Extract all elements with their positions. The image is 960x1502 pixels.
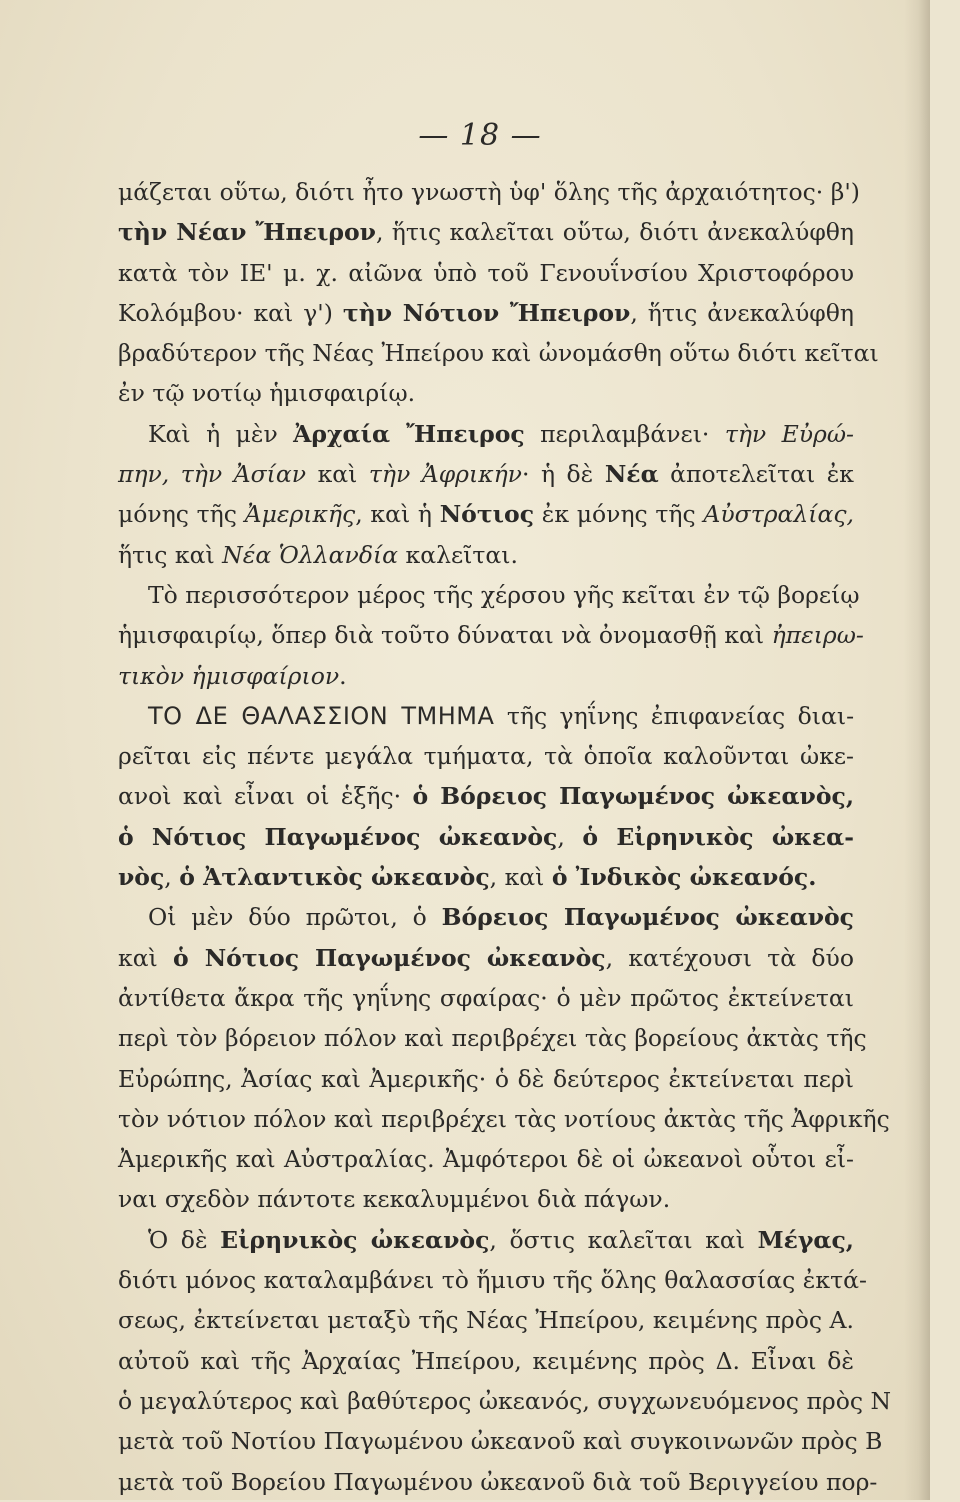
text-segment: μετὰ τοῦ Νοτίου Παγωμένου ὠκεανοῦ καὶ συγκοινωνῶν πρὸς Β xyxy=(118,1427,883,1456)
text-segment: μετὰ τοῦ Βορείου Παγωμένου ὠκεανοῦ διὰ τοῦ Βεριγγείου πορ- xyxy=(118,1467,878,1496)
text-line xyxy=(118,696,854,736)
text-line xyxy=(118,656,854,696)
text-segment: διότι μόνος καταλαμβάνει τὸ ἥμισυ τῆς ὅλης θαλασσίας ἐκτά- xyxy=(118,1266,867,1295)
bold-term: ὁ Νότιος Παγωμένος ὠκεανὸς xyxy=(173,943,606,972)
text-segment: καὶ xyxy=(306,460,369,489)
text-line xyxy=(118,293,854,333)
text-segment: , ἥτις καλεῖται οὕτω, διότι ἀνεκαλύφθη xyxy=(375,218,854,247)
italic-term: Νέα Ὁλλανδία xyxy=(222,540,399,569)
bold-term: Νέα xyxy=(604,460,659,489)
text-line xyxy=(118,575,860,615)
bold-term: νὸς xyxy=(118,863,165,892)
text-line xyxy=(118,817,854,857)
text-segment: καλεῖται. xyxy=(398,540,518,569)
text-segment: ναι σχεδὸν πάντοτε κεκαλυμμένοι διὰ πάγων. xyxy=(118,1185,671,1214)
text-line xyxy=(118,1260,867,1300)
text-segment: περιλαμβάνει· xyxy=(524,419,725,448)
text-segment: περὶ τὸν βόρειον πόλον καὶ περιβρέχει τὰς βορείους ἀκτὰς τῆς xyxy=(118,1024,867,1053)
bold-term: Ἀρχαία Ἤπειρος xyxy=(293,419,525,448)
text-segment: ἀντίθετα ἄκρα τῆς γηΐνης σφαίρας· ὁ μὲν πρῶτος ἐκτείνεται xyxy=(118,983,854,1012)
text-segment: , ἥτις ἀνεκαλύφθη xyxy=(630,298,854,327)
text-segment: , κατέχουσι τὰ δύο xyxy=(605,943,854,972)
text-line xyxy=(118,1139,854,1179)
text-line xyxy=(118,978,854,1018)
italic-term: τὴν Ἀφρικήν xyxy=(368,460,522,489)
text-segment: , ὅστις καλεῖται καὶ xyxy=(489,1225,758,1254)
text-segment: τῆς γηΐνης ἐπιφανείας διαι- xyxy=(494,701,855,730)
bold-term: τὴν Νέαν Ἤπειρον xyxy=(118,218,376,247)
text-line xyxy=(118,938,854,978)
text-line xyxy=(118,1059,854,1099)
text-segment: αὐτοῦ καὶ τῆς Ἀρχαίας Ἠπείρου, κειμένης πρὸς Δ. Εἶναι δὲ xyxy=(118,1346,854,1375)
text-segment: μάζεται οὕτω, διότι ἦτο γνωστὴ ὑφ' ὅλης τῆς ἀρχαιότητος· β') xyxy=(118,178,860,206)
text-line xyxy=(118,1179,854,1219)
text-segment: Ὁ δὲ xyxy=(148,1225,221,1254)
bold-term: Εἰρηνικὸς ὠκεανὸς xyxy=(220,1225,490,1254)
text-line xyxy=(118,1300,854,1340)
italic-term: τικὸν ἡμισφαίριον xyxy=(118,661,340,690)
text-line xyxy=(118,333,879,373)
text-segment: ἀποτελεῖται ἐκ xyxy=(658,460,854,489)
text-line xyxy=(118,1381,892,1421)
text-line xyxy=(118,615,864,655)
text-segment: ἐν τῷ νοτίῳ ἡμισφαιρίῳ. xyxy=(118,379,416,408)
bold-term: Μέγας, xyxy=(757,1225,854,1254)
text-line xyxy=(118,1099,890,1139)
text-line xyxy=(118,535,854,575)
text-line xyxy=(118,1220,854,1260)
text-line xyxy=(118,776,854,816)
text-segment: , xyxy=(557,822,583,851)
text-segment: Τὸ περισσότερον μέρος τῆς χέρσου γῆς κεῖται ἐν τῷ βορείῳ xyxy=(148,580,860,609)
bold-term: τὴν Νότιον Ἤπειρον xyxy=(342,298,631,327)
bold-term: Νότιος xyxy=(439,500,535,529)
text-segment: ὁ μεγαλύτερος καὶ βαθύτερος ὠκεανός, συγχωνευόμενος πρὸς Ν xyxy=(118,1386,892,1415)
italic-term: πην, τὴν Ἀσίαν xyxy=(118,460,307,489)
text-segment: κατὰ τὸν ΙΕ' μ. χ. αἰῶνα ὑπὸ τοῦ Γενουΐνσίου Χριστοφόρου xyxy=(118,258,854,287)
text-segment: σεως, ἐκτείνεται μεταξὺ τῆς Νέας Ἠπείρου, κειμένης πρὸς Α. xyxy=(118,1306,854,1335)
text-line xyxy=(118,1462,878,1502)
text-line xyxy=(118,172,860,212)
text-line xyxy=(118,857,854,897)
text-segment: ἡμισφαιρίῳ, ὅπερ διὰ τοῦτο δύναται νὰ ὀνομασθῇ καὶ xyxy=(118,621,772,650)
page-edge-shadow xyxy=(904,0,930,1500)
text-segment: , xyxy=(164,863,180,892)
text-line xyxy=(118,736,854,776)
text-segment: . xyxy=(339,661,347,690)
text-segment: καὶ xyxy=(118,943,174,972)
italic-term: Αὐστραλίας, xyxy=(703,500,854,529)
section-heading: ΤΟ ΔΕ ΘΑΛΑΣΣΙΟΝ ΤΜΗΜΑ xyxy=(148,701,495,730)
text-line xyxy=(118,253,854,293)
italic-term: ἠπειρω- xyxy=(771,621,864,650)
text-segment: , καὶ xyxy=(489,863,552,892)
bold-term: ὁ Βόρειος Παγωμένος ὠκεανὸς, xyxy=(412,782,854,811)
bold-term: ὁ Ἰνδικὸς ὠκεανός. xyxy=(551,863,817,892)
bold-term: ὁ Ἀτλαντικὸς ὠκεανὸς xyxy=(179,863,490,892)
text-line xyxy=(118,212,854,252)
bold-term: ὁ Εἰρηνικὸς ὠκεα- xyxy=(582,822,854,851)
body-text xyxy=(118,172,892,1502)
text-segment: ἥτις καὶ xyxy=(118,540,223,569)
page-number: — 18 — xyxy=(418,118,542,153)
text-line xyxy=(118,1341,854,1381)
text-line xyxy=(118,494,854,534)
text-segment: , καὶ ἡ xyxy=(355,500,440,529)
text-segment: μόνης τῆς xyxy=(118,500,245,529)
text-segment: Ἀμερικῆς καὶ Αὐστραλίας. Ἀμφότεροι δὲ οἱ ὠκεανοὶ οὗτοι εἶ- xyxy=(118,1145,854,1174)
text-segment: Καὶ ἡ μὲν xyxy=(148,419,294,448)
text-line xyxy=(118,1018,867,1058)
text-segment: ανοὶ καὶ εἶναι οἱ ἑξῆς· xyxy=(118,782,413,811)
text-segment: · ἡ δὲ xyxy=(521,460,605,489)
bold-term: ὁ Νότιος Παγωμένος ὠκεανὸς xyxy=(118,822,558,851)
text-line xyxy=(118,897,854,937)
text-segment: Οἱ μὲν δύο πρῶτοι, ὁ xyxy=(148,903,442,932)
text-line xyxy=(118,414,854,454)
text-line xyxy=(118,373,854,413)
text-line xyxy=(118,454,854,494)
text-line xyxy=(118,1421,883,1461)
italic-term: Ἀμερικῆς xyxy=(244,500,356,529)
text-segment: ἐκ μόνης τῆς xyxy=(534,500,704,529)
text-segment: βραδύτερον τῆς Νέας Ἠπείρου καὶ ὠνομάσθη οὕτω διότι κεῖται xyxy=(118,339,879,368)
bold-term: Βόρειος Παγωμένος ὠκεανὸς xyxy=(441,903,854,932)
text-segment: ρεῖται εἰς πέντε μεγάλα τμήματα, τὰ ὁποῖα καλοῦνται ὠκε- xyxy=(118,742,854,771)
text-segment: Κολόμβου· καὶ γ') xyxy=(118,298,343,327)
italic-term: τὴν Εὐρώ- xyxy=(724,419,854,448)
text-segment: τὸν νότιον πόλον καὶ περιβρέχει τὰς νοτίους ἀκτὰς τῆς Ἀφρικῆς xyxy=(118,1104,890,1133)
text-segment: Εὐρώπης, Ἀσίας καὶ Ἀμερικῆς· ὁ δὲ δεύτερος ἐκτείνεται περὶ xyxy=(118,1064,854,1093)
